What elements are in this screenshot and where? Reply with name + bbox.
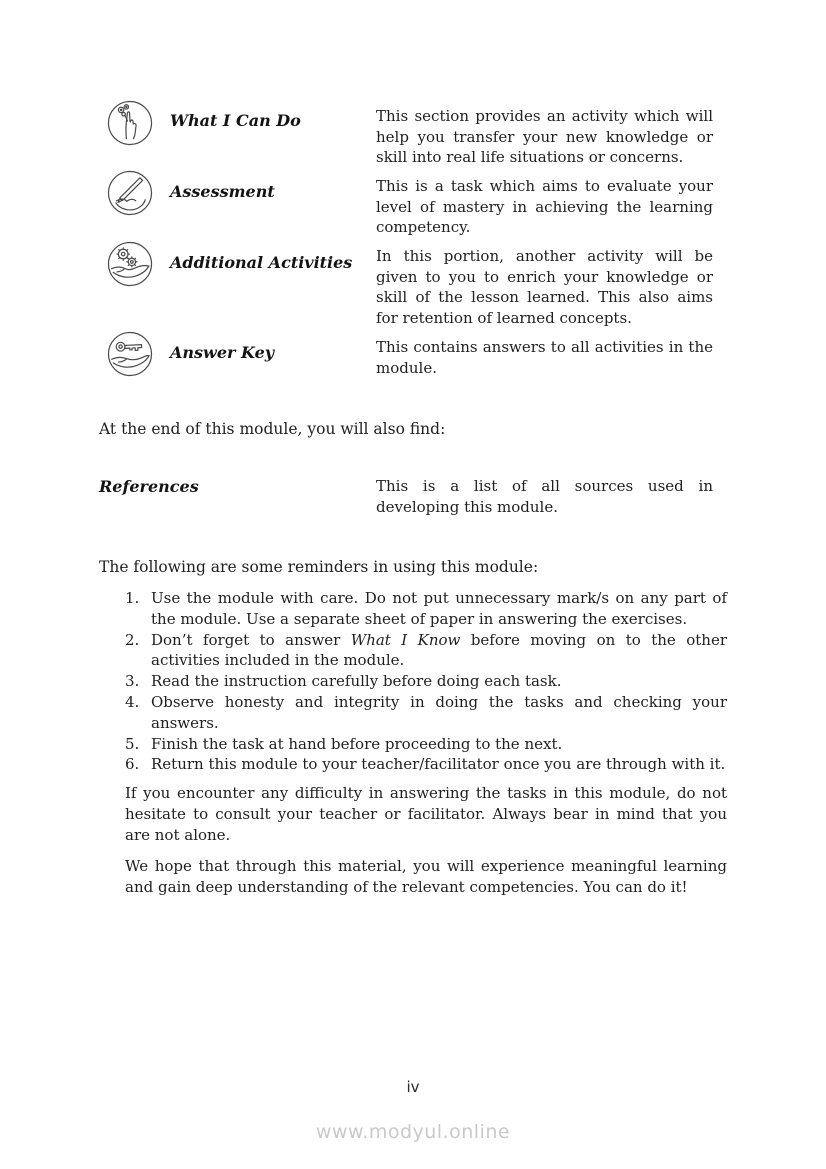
list-item-number: 4. [125,692,140,711]
legend-label-additional-activities: Additional Activities [170,253,353,272]
list-item-text: Read the instruction carefully before doing each task. [151,672,562,691]
list-item-text: Observe honesty and integrity in doing the tasks and checking your answers. [151,692,727,732]
list-item-text: Don’t forget to answer What I Know before moving on to the other activities included in the module. [151,630,727,670]
closing-paragraph-difficulty: If you encounter any difficulty in answering the tasks in this module, do not hesitate to consult your teacher or facilitator. Always bear in mind that you are not alone. [125,784,727,844]
list-item [125,630,727,672]
list-item [125,754,727,775]
legend-description-assessment: This is a task which aims to evaluate your level of mastery in achieving the learning competency. [376,177,713,237]
gears-on-hand-icon [107,241,153,287]
hand-writing-pen-icon [107,170,153,216]
references-label: References [99,477,199,496]
list-item-number: 6. [125,755,140,774]
list-item-number: 1. [125,589,140,607]
list-item [125,692,727,734]
legend-label-assessment: Assessment [170,182,275,201]
watermark-text: www.modyul.online [315,1121,511,1143]
pointing-hand-flowers-icon [107,100,153,146]
key-on-hand-icon [107,331,153,377]
list-item-number: 3. [125,672,140,691]
list-item-text: Finish the task at hand before proceeding to the next. [151,734,563,753]
references-description: This is a list of all sources used in developing this module. [376,477,713,516]
legend-description-additional-activities: In this portion, another activity will be given to you to enrich your knowledge or skill of the lesson learned. This also aims for retention of learned concepts. [376,247,713,327]
legend-description-answer-key: This contains answers to all activities in the module. [376,338,713,377]
reminders-intro: The following are some reminders in using this module: [99,558,539,576]
closing-paragraph-hope: We hope that through this material, you will experience meaningful learning and gain deep understanding of the relevant competencies. You can do it! [125,857,727,896]
reminder-list [125,588,727,775]
list-item-number: 5. [125,734,140,753]
legend-label-answer-key: Answer Key [170,343,275,362]
page-number: iv [406,1078,420,1096]
legend-label-what-i-can-do: What I Can Do [170,111,301,130]
list-item-number: 2. [125,630,140,649]
also-find-intro: At the end of this module, you will also find: [99,420,446,438]
list-item-text: Use the module with care. Do not put unnecessary mark/s on any part of the module. Use a separate sheet of paper in answering the exercises. [151,589,727,628]
legend-description-what-i-can-do: This section provides an activity which will help you transfer your new knowledge or skill into real life situations or concerns. [376,107,713,167]
list-item-text: Return this module to your teacher/facilitator once you are through with it. [151,755,726,774]
list-item [125,588,727,630]
list-item [125,734,727,755]
list-item [125,671,727,692]
